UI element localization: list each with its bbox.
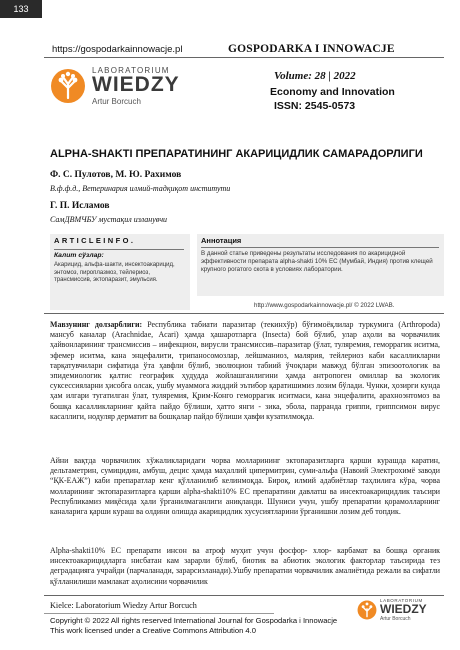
footer-logo bbox=[357, 598, 447, 624]
tree-logo-icon bbox=[50, 68, 86, 104]
abstract-box bbox=[197, 234, 444, 296]
keywords-text: Акарицид, альфа-шакти, инсектоакарицид, энтомоз, пироплазмоз, тейлериоз, трансмиссив, эктопаразит, эмульсия. bbox=[54, 262, 175, 284]
tree-logo-small-icon bbox=[357, 600, 377, 620]
footer-subdivider bbox=[44, 613, 274, 614]
logo-line1: LABORATORIUM bbox=[92, 66, 170, 75]
header-divider bbox=[44, 57, 444, 58]
author-secondary: Г. П. Исламов bbox=[50, 201, 110, 211]
article-info-heading: ARTICLEINFO. bbox=[54, 236, 136, 245]
abstract-divider bbox=[201, 247, 439, 248]
footer-divider bbox=[44, 595, 444, 596]
footer-logo-line2: WIEDZY bbox=[380, 602, 427, 616]
article-info-box bbox=[50, 234, 190, 310]
journal-url[interactable]: https://gospodarkainnowacje.pl bbox=[52, 44, 183, 55]
footer-publisher: Kielce: Laboratorium Wiedzy Artur Borcuch bbox=[50, 601, 197, 610]
journal-name: GOSPODARKA I INNOWACJE bbox=[228, 43, 395, 55]
page-number: 133 bbox=[0, 0, 42, 18]
footer-logo-line3: Artur Borcuch bbox=[380, 616, 411, 622]
abstract-divider-bottom bbox=[44, 313, 444, 314]
body-paragraph-1 bbox=[50, 320, 440, 422]
relevance-lead: Мавзунинг долзарблиги: bbox=[50, 320, 148, 329]
abstract-heading: Аннотация bbox=[201, 236, 242, 245]
abstract-copyright[interactable]: http://www.gospodarkainnowacje.pl/ © 2022 LWAB. bbox=[254, 302, 395, 309]
logo-line3: Artur Borcuch bbox=[92, 97, 141, 106]
volume-label: Volume: 28 | 2022 bbox=[274, 70, 356, 82]
issn-label: ISSN: 2545-0573 bbox=[274, 100, 356, 112]
publisher-logo bbox=[50, 66, 215, 108]
journal-english-name: Economy and Innovation bbox=[270, 86, 395, 98]
footer-logo-line1: LABORATORIUM bbox=[380, 598, 423, 603]
body-paragraph-3: Alpha-shakti10% EC препарати инсон ва атроф муҳит учун фосфор- хлор- карбамат ва бошқа органик инсектоакарицидларга нисбатан кам зарарли бўлиб, биотик ва абиотик экологик факторлар таъсирида тез деградацияга учрайди (парчаланади, зарарсизланади).Ушбу препаратни чорвачилик амалиётида режали ва сифатли қўлланилиши мамлакат аҳолисини чорвачилик bbox=[50, 546, 440, 586]
footer-copyright: Copyright © 2022 All rights reserved International Journal for Gospodarka i Innowacje This work licensed under a Creative Commons Attribution 4.0 bbox=[50, 616, 338, 635]
article-info-divider bbox=[54, 249, 184, 250]
affiliation-primary: В.ф.ф.д., Ветеринария илмий-тадқиқот институти bbox=[50, 184, 231, 193]
affiliation-secondary: СамДВМЧБУ мустақил изланувчи bbox=[50, 215, 168, 224]
authors-primary: Ф. С. Пулотов, М. Ю. Рахимов bbox=[50, 170, 182, 180]
keywords-label: Калит сўзлар: bbox=[54, 252, 104, 259]
logo-line2: WIEDZY bbox=[92, 73, 180, 96]
body-paragraph-2: Айни вақтда чорвачилик хўжаликларидаги чорва молларининг эктопаразитларга қарши курашда каратин, дельтаметрин, сумицидин, амбуш, децис ҳамда маҳаллий ципермитрин, суми-альфа (Навоий Электрохимё заводи “ҚК-ЕАЖ”) каби препаратлар кенг қўлланилиб келинмоқда. Бироқ, илмий адабиётлар таҳлилига кўра, чорва молларининг эктопаразитларга қарши alpha-shakti10% EC препаратини давлатш ва инсектоакарицидлик таъсири Республикамиз миқёсида ҳали ўрганилмаганлиги аниқланди. Шуниси учун, ушбу препаратни қорамолларнинг каналарига қарши кураш ва олдини олишда акарицидлик хусусиятларини ўрганишни лозим деб топдик. bbox=[50, 456, 440, 517]
article-title: ALPHA-SHAKTI ПРЕПАРАТИНИНГ АКАРИЦИДЛИК САМАРАДОРЛИГИ bbox=[50, 148, 423, 160]
abstract-text: В данной статье приведены результаты исследования по акарицидной эффективности препарата alpha-shakti 10% EC (Мумбай, Индия) против клещей крупного рогатого скота в условиях лаборатории. bbox=[201, 250, 433, 273]
body-paragraph-1-text: Республика табиати паразитар (текинхўр) бўғимоёқлилар туркумига (Arthropoda) мансуб каналар (Arachnidae, Acari) ҳамда ҳашаротларга (Insecta) бой бўлиб, улар аҳоли ва чорвачилик ҳайвонларининг трансмиссив – инфекцион, вирусли трансмиссив–паразитар (ўлат, туляремия, геморрагик иситма, эфемер иситма, кана энцефалити, трипаносомозлар, лейшманиоз, малярия, тейлериоз каби касалликларни тарқатувчилари сифатида ўта ҳавфли бўлиб, эволюцион табиий ўчоқлари мавжуд бўлган эпизоотологик ва эпидемиологик қалтис географик ҳудудда жойлашганлигини ҳамда антропоген омиллар ва экологик суксессияларни ҳисобга олсак, ушбу муаммога жиддий эътибор қаратишимиз лозим бўлади. Чунки, ҳозирги кунда ҳам илгари тугатилган ўлат, туляремия, Қрим-Конго геморрагик иситмаси, кана энцефалити, арахноэнтомоз ва бошқа касалликларнинг қайта пайдо бўлиши, ҳатто янги - зика, эбола, парранда гриппи, гриппсимон вирус касаллиги, нодуляр дерматит ва бошқалар пайдо бўлиши ҳавфи кузатилмоқда. bbox=[50, 320, 441, 421]
